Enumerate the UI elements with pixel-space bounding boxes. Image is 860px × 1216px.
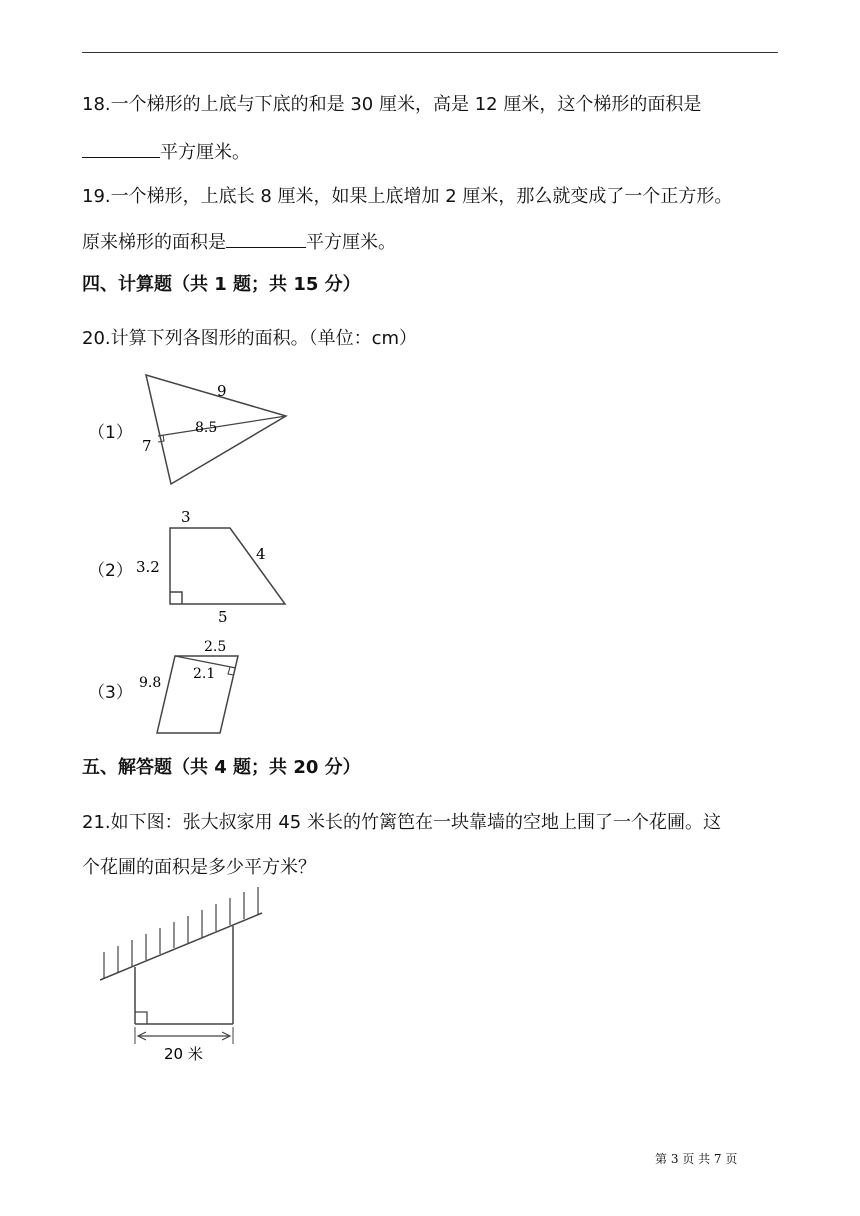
figure3-label: （3） bbox=[88, 683, 133, 703]
q18-unit: 平方厘米。 bbox=[160, 142, 250, 163]
q19-line1: 19.一个梯形，上底长 8 厘米，如果上底增加 2 厘米，那么就变成了一个正方形。 bbox=[82, 186, 733, 207]
section-heading: 五、解答题（共 4 题；共 20 分） bbox=[82, 757, 361, 778]
figure3-side: 9.8 bbox=[139, 675, 162, 691]
figure2-top: 3 bbox=[181, 508, 191, 526]
q20-text: 20.计算下列各图形的面积。（单位：cm） bbox=[82, 328, 418, 349]
q21-line2: 个花圃的面积是多少平方米？ bbox=[82, 857, 316, 878]
figure2-left: 3.2 bbox=[136, 558, 160, 576]
figure1-side-left: 7 bbox=[142, 437, 152, 455]
figure1-side-top: 9 bbox=[217, 382, 227, 400]
q19-prefix: 原来梯形的面积是 bbox=[82, 232, 226, 253]
figure2-label: （2） bbox=[88, 561, 133, 581]
section-heading: 四、计算题（共 1 题；共 15 分） bbox=[82, 274, 361, 295]
q19-unit: 平方厘米。 bbox=[306, 232, 396, 253]
page-footer: 第 3 页 共 7 页 bbox=[655, 1152, 738, 1166]
q18-line1: 18.一个梯形的上底与下底的和是 30 厘米，高是 12 厘米，这个梯形的面积是 bbox=[82, 94, 702, 115]
figure3-top: 2.5 bbox=[204, 639, 227, 655]
figure3-height: 2.1 bbox=[193, 666, 216, 682]
figure1-height: 8.5 bbox=[195, 420, 218, 436]
figure1-label: （1） bbox=[88, 423, 133, 443]
q21-line1: 21.如下图：张大叔家用 45 米长的竹篱笆在一块靠墙的空地上围了一个花圃。这 bbox=[82, 812, 721, 833]
figure2-bottom: 5 bbox=[218, 608, 228, 626]
wall-hatching bbox=[104, 887, 258, 978]
q21-dimension-label: 20 米 bbox=[164, 1045, 203, 1063]
figure2-slant: 4 bbox=[256, 545, 266, 563]
